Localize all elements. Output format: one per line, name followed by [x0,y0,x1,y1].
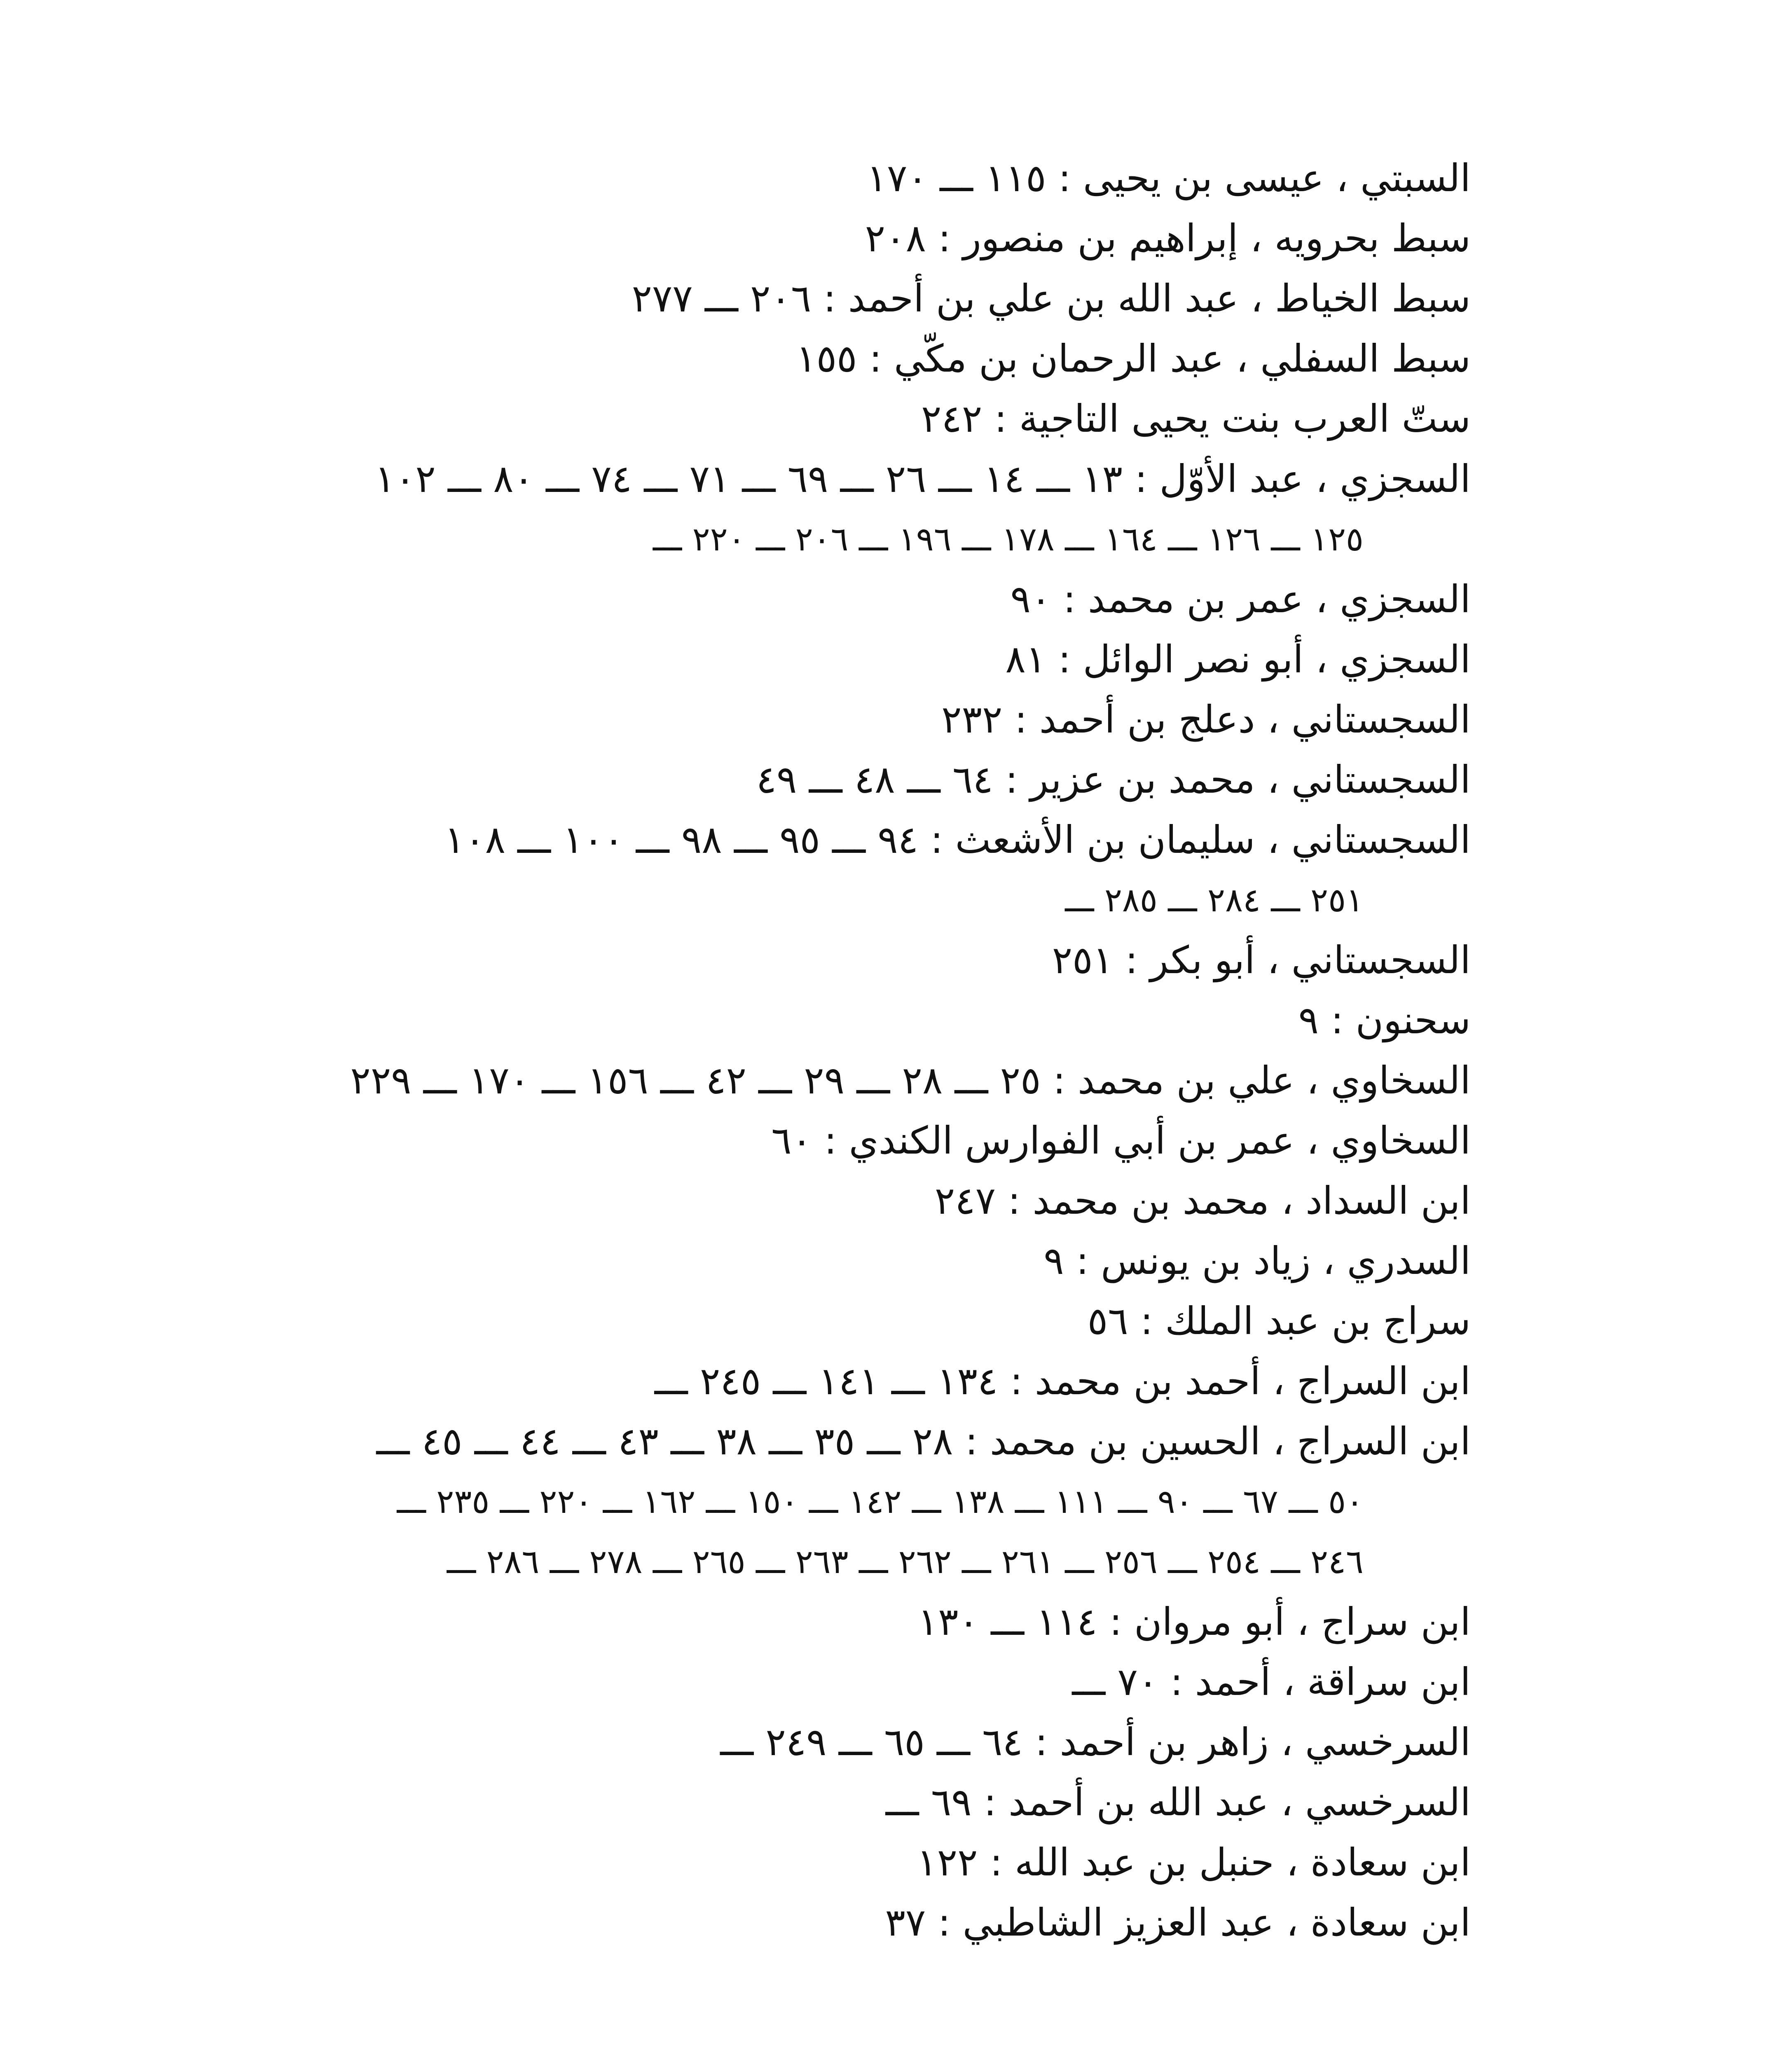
index-entry: السجستاني ، دعلج بن أحمد : ٢٣٢ [941,698,1471,742]
index-entry: ابن سعادة ، حنبل بن عبد الله : ١٢٢ [917,1840,1471,1884]
index-entry: ابن سراقة ، أحمد : ٧٠ ـــ [1072,1660,1471,1704]
index-entry: سحنون : ٩ [1298,998,1471,1042]
index-entry: السبتي ، عيسى بن يحيى : ١١٥ ـــ ١٧٠ [866,156,1471,200]
index-entry-continuation: ٢٥١ ـــ ٢٨٤ ـــ ٢٨٥ ـــ [1065,881,1364,919]
index-entry: السجزي ، عبد الأوّل : ١٣ ـــ ١٤ ـــ ٢٦ ـــ ٦٩ ـــ ٧١ ـــ ٧٤ ـــ ٨٠ ـــ ١٠٢ [374,457,1471,501]
index-entry: ابن السداد ، محمد بن محمد : ٢٤٧ [934,1179,1471,1223]
index-entry-continuation: ٢٤٦ ـــ ٢٥٤ ـــ ٢٥٦ ـــ ٢٦١ ـــ ٢٦٢ ـــ ٢٦٣ ـــ ٢٦٥ ـــ ٢٧٨ ـــ ٢٨٦ ـــ [447,1543,1364,1581]
index-entry: سبط بحرويه ، إبراهيم بن منصور : ٢٠٨ [865,216,1471,260]
index-entry: سبط الخياط ، عبد الله بن علي بن أحمد : ٢٠٦ ـــ ٢٧٧ [632,276,1471,321]
index-entry: السرخسي ، عبد الله بن أحمد : ٦٩ ـــ [885,1780,1471,1824]
index-entry-continuation: ١٢٥ ـــ ١٢٦ ـــ ١٦٤ ـــ ١٧٨ ـــ ١٩٦ ـــ ٢٠٦ ـــ ٢٢٠ ـــ [653,520,1364,558]
index-entry: السرخسي ، زاهر بن أحمد : ٦٤ ـــ ٦٥ ـــ ٢٤٩ ـــ [720,1720,1471,1764]
index-entry: ابن سعادة ، عبد العزيز الشاطبي : ٣٧ [885,1901,1471,1945]
index-entry-continuation: ٥٠ ـــ ٦٧ ـــ ٩٠ ـــ ١١١ ـــ ١٣٨ ـــ ١٤٢ ـــ ١٥٠ ـــ ١٦٢ ـــ ٢٢٠ ـــ ٢٣٥ ـــ [397,1482,1364,1521]
index-entry: ستّ العرب بنت يحيى التاجية : ٢٤٢ [921,397,1471,441]
index-entry: السجزي ، أبو نصر الوائل : ٨١ [1005,637,1471,681]
index-entry: السجستاني ، سليمان بن الأشعث : ٩٤ ـــ ٩٥ ـــ ٩٨ ـــ ١٠٠ ـــ ١٠٨ [444,818,1471,862]
index-entry: السجزي ، عمر بن محمد : ٩٠ [1010,577,1471,621]
index-entry: سراج بن عبد الملك : ٥٦ [1087,1299,1471,1343]
index-entry: السخاوي ، علي بن محمد : ٢٥ ـــ ٢٨ ـــ ٢٩ ـــ ٤٢ ـــ ١٥٦ ـــ ١٧٠ ـــ ٢٢٩ [350,1058,1471,1103]
index-entry: سبط السفلي ، عبد الرحمان بن مكّي : ١٥٥ [796,337,1471,381]
index-entry: ابن سراج ، أبو مروان : ١١٤ ـــ ١٣٠ [917,1600,1471,1644]
index-entry: ابن السراج ، أحمد بن محمد : ١٣٤ ـــ ١٤١ ـــ ٢٤٥ ـــ [654,1359,1471,1403]
index-list [214,148,1471,1953]
index-entry: ابن السراج ، الحسين بن محمد : ٢٨ ـــ ٣٥ ـــ ٣٨ ـــ ٤٣ ـــ ٤٤ ـــ ٤٥ ـــ [376,1419,1471,1463]
index-entry: السدري ، زياد بن يونس : ٩ [1043,1239,1471,1283]
index-entry: السخاوي ، عمر بن أبي الفوارس الكندي : ٦٠ [771,1119,1471,1163]
index-entry: السجستاني ، أبو بكر : ٢٥١ [1052,938,1471,982]
index-entry: السجستاني ، محمد بن عزير : ٦٤ ـــ ٤٨ ـــ ٤٩ [756,758,1471,802]
